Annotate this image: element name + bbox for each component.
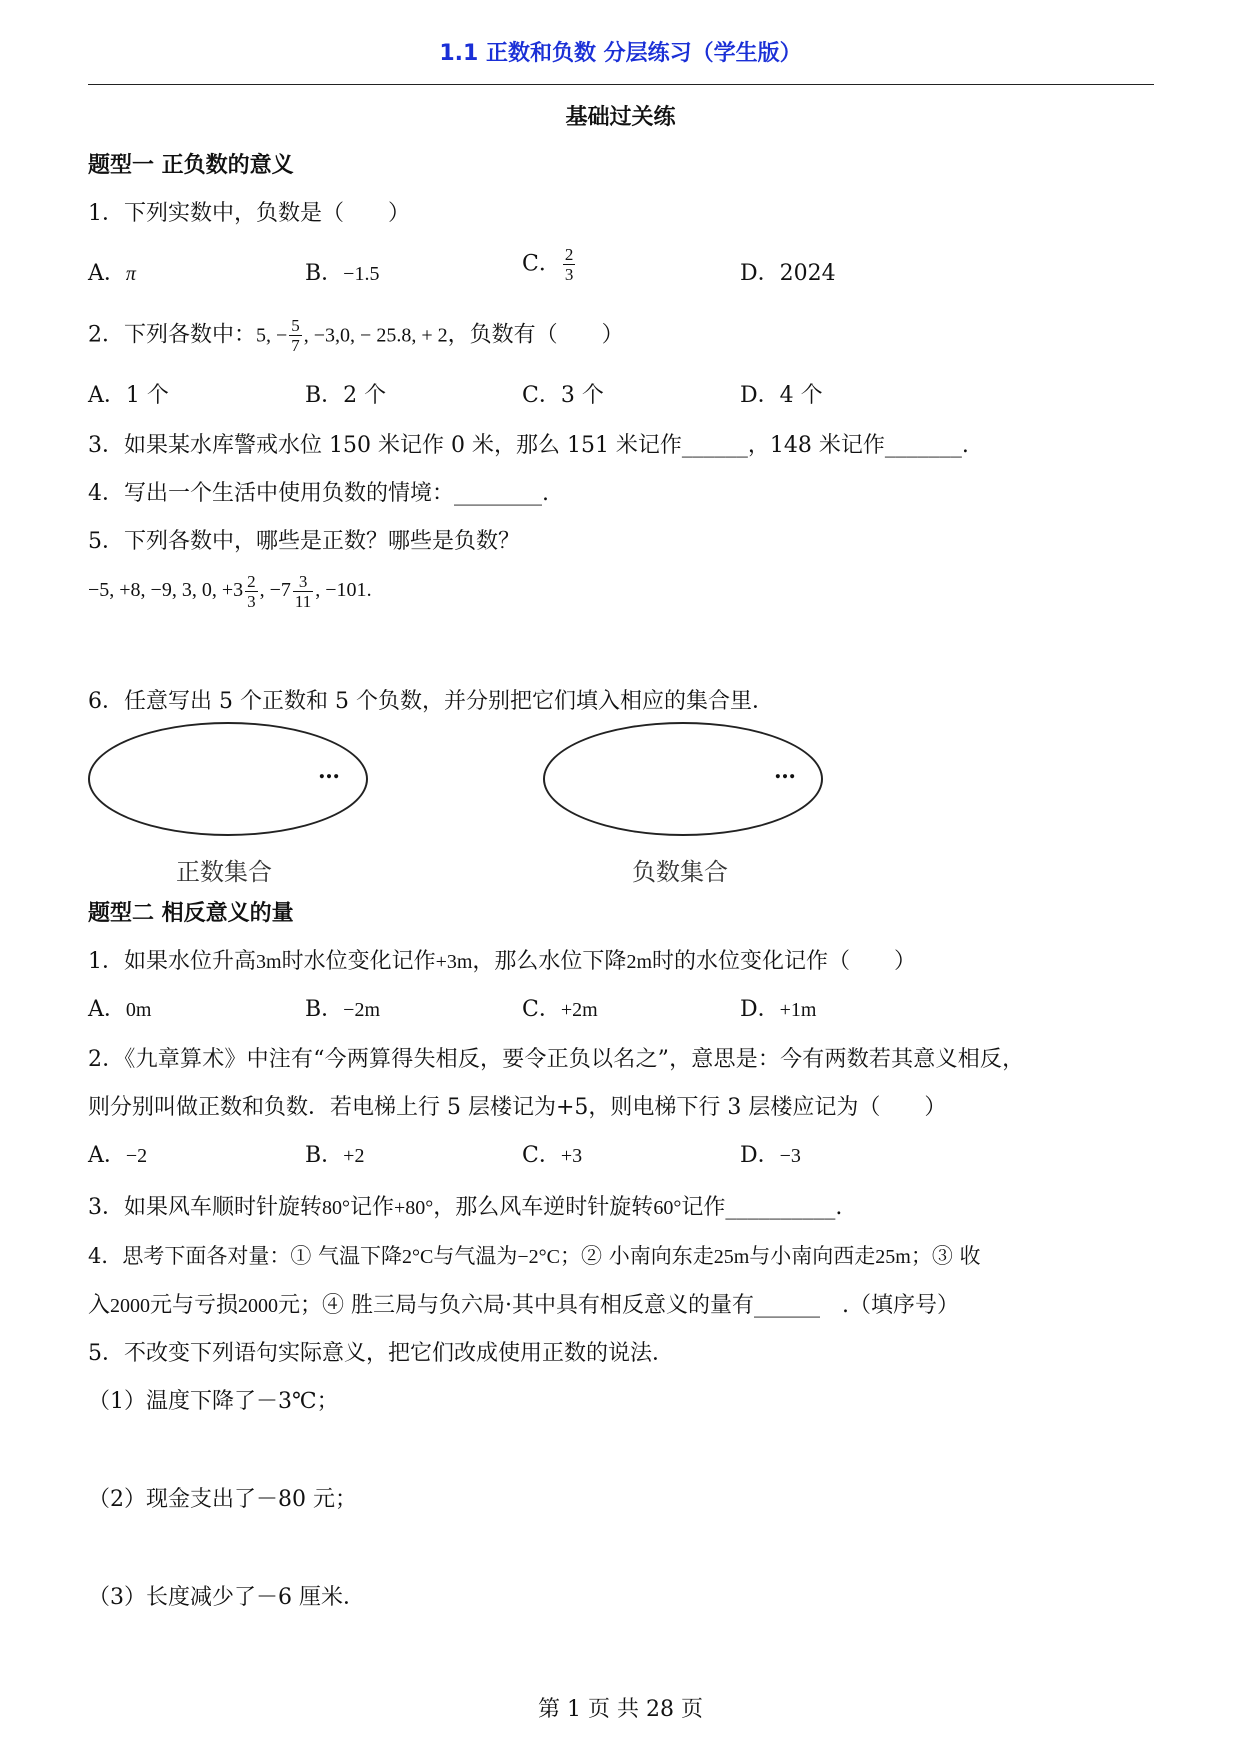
stem-text: 元与亏损 [150,1293,239,1318]
s2-q1-option-a [88,992,151,1023]
stem-text: 记作__________. [681,1195,843,1220]
option-label: D． [740,997,780,1022]
math-value: 2m [626,951,652,973]
s1-q1-option-a [88,256,136,287]
option-label: C． [522,1143,561,1168]
s1-q2-option-a: A．1 个 [88,383,169,408]
stem-text: 元；④ 胜三局与负六局·其中具有相反意义的量有______ .（填序号） [278,1293,960,1318]
s2-q5-stem: 5．不改变下列语句实际意义，把它们改成使用正数的说法． [88,1341,674,1366]
s1-q2-option-b: B．2 个 [305,383,387,408]
option-label: C． [522,251,561,277]
option-value: +1m [779,999,817,1021]
section-subtitle: 基础过关练 [565,105,676,130]
s1-q5-stem: 5．下列各数中，哪些是正数？哪些是负数？ [88,529,520,554]
math-expr: 5, − [256,324,288,347]
stem-text: ，那么风车逆时针旋转 [433,1195,654,1220]
s2-q1-option-b [305,992,380,1023]
stem-text: 入 [88,1293,111,1318]
option-label: A． [88,261,126,286]
s1-q6-stem: 6．任意写出 5 个正数和 5 个负数，并分别把它们填入相应的集合里． [88,689,774,714]
s1-q1-option-b [305,256,379,287]
stem-text: 记作 [350,1195,395,1220]
stem-text: 与气温为 [433,1244,518,1268]
s2-q2-option-c [522,1138,582,1169]
option-label: B． [305,997,344,1022]
s1-q1-option-d [740,256,836,287]
s2-q2-option-d [740,1138,801,1169]
math-value: 2000 [110,1295,151,1317]
option-label: C． [522,997,561,1022]
s2-q2-line1: 2．《九章算术》中注有“今两算得失相反，要令正负以名之”，意思是：今有两数若其意义相反， [88,1047,1025,1072]
option-label: B． [305,261,344,286]
s2-q3 [88,1190,842,1221]
s1-q1-option-c [522,245,577,284]
header-divider [88,84,1154,85]
option-value: +2m [560,999,598,1021]
section1-title: 题型一 正负数的意义 [88,153,294,178]
stem-text: 3．如果风车顺时针旋转 [88,1195,322,1220]
document-title: 1.1 正数和负数 分层练习（学生版） [439,41,802,66]
option-value: +2 [343,1145,365,1167]
math-value: 25m [713,1246,750,1268]
stem-text: 与小南向西走 [749,1244,876,1268]
positive-set-label: 正数集合 [176,858,272,886]
positive-set-dots: … [318,758,340,784]
stem-text: 4．思考下面各对量：① 气温下降 [88,1244,403,1268]
option-value: 2024 [779,261,836,286]
math-value: 80° [322,1197,350,1219]
option-label: A． [88,1143,126,1168]
math-fraction: $\frac{5}{7}$ [291,316,300,355]
s1-q2-option-c: C．3 个 [522,383,604,408]
math-expr: −5, +8, −9, 3, 0, +3 [88,579,244,602]
section2-title: 题型二 相反意义的量 [88,901,294,926]
s2-q1-option-d [740,992,816,1023]
s2-q1-option-c [522,992,598,1023]
math-value: +3m [435,951,473,973]
option-value: π [125,263,136,285]
s2-q2-line2: 则分别叫做正数和负数．若电梯上行 5 层楼记为+5，则电梯下行 3 层楼应记为（ ） [88,1095,947,1120]
s2-q2-option-a [88,1138,147,1169]
period: . [366,579,372,602]
option-value: −2m [343,999,381,1021]
option-value: −3 [779,1145,801,1167]
option-fraction: $\frac{2}{3}$ [564,245,574,284]
math-value: 60° [653,1197,682,1219]
option-label: B． [305,1143,344,1168]
math-fraction: $\frac{2}{3}$ [247,572,256,611]
negative-set-dots: … [774,758,796,784]
stem-text: ；③ 收 [910,1244,981,1268]
stem-text: 2．下列各数中： [88,322,256,348]
s2-q5-item2: （2）现金支出了－80 元； [88,1487,357,1512]
stem-text: ；② 小南向东走 [560,1244,714,1268]
s2-q1-stem [88,944,916,975]
math-value: 3m [256,951,282,973]
s1-q5-numbers [88,572,372,611]
option-value: 0m [125,999,152,1021]
stem-text: ，负数有（ ） [447,322,624,348]
option-value: −2 [125,1145,148,1167]
s2-q5-item1: （1）温度下降了－3℃； [88,1389,339,1414]
option-label: D． [740,1143,780,1168]
s1-q3: 3．如果某水库警戒水位 150 米记作 0 米，那么 151 米记作______，148 米记作_______. [88,433,969,458]
s2-q4-line2 [88,1288,959,1319]
option-value: +3 [560,1145,583,1167]
math-value: 25m [875,1246,911,1268]
option-label: D． [740,261,780,286]
math-value: +80° [394,1197,434,1219]
s1-q4: 4．写出一个生活中使用负数的情境：________. [88,481,549,506]
s2-q2-option-b [305,1138,364,1169]
stem-text: 1．如果水位升高 [88,949,256,974]
s1-q1-stem: 1．下列实数中，负数是（ ） [88,201,410,226]
s2-q5-item3: （3）长度减少了－6 厘米． [88,1585,365,1610]
s1-q2-option-d: D．4 个 [740,383,823,408]
option-value: −1.5 [343,263,380,285]
stem-text: 时水位变化记作 [281,949,436,974]
math-value: −2°C [517,1246,561,1268]
math-expr: , −7 [259,579,291,602]
math-value: 2°C [402,1246,434,1268]
math-value: 2000 [238,1295,279,1317]
s2-q4-line1 [88,1240,981,1270]
s1-q2-stem [88,316,624,355]
page-number: 第 1 页 共 28 页 [538,1697,703,1722]
negative-set-label: 负数集合 [632,858,728,886]
option-label: A． [88,997,126,1022]
stem-text: ，那么水位下降 [472,949,627,974]
math-expr: , −101 [315,579,367,602]
math-expr: , −3,0, − 25.8, + 2 [303,324,448,347]
math-fraction: $\frac{3}{11}$ [294,572,312,611]
stem-text: 时的水位变化记作（ ） [652,949,917,974]
